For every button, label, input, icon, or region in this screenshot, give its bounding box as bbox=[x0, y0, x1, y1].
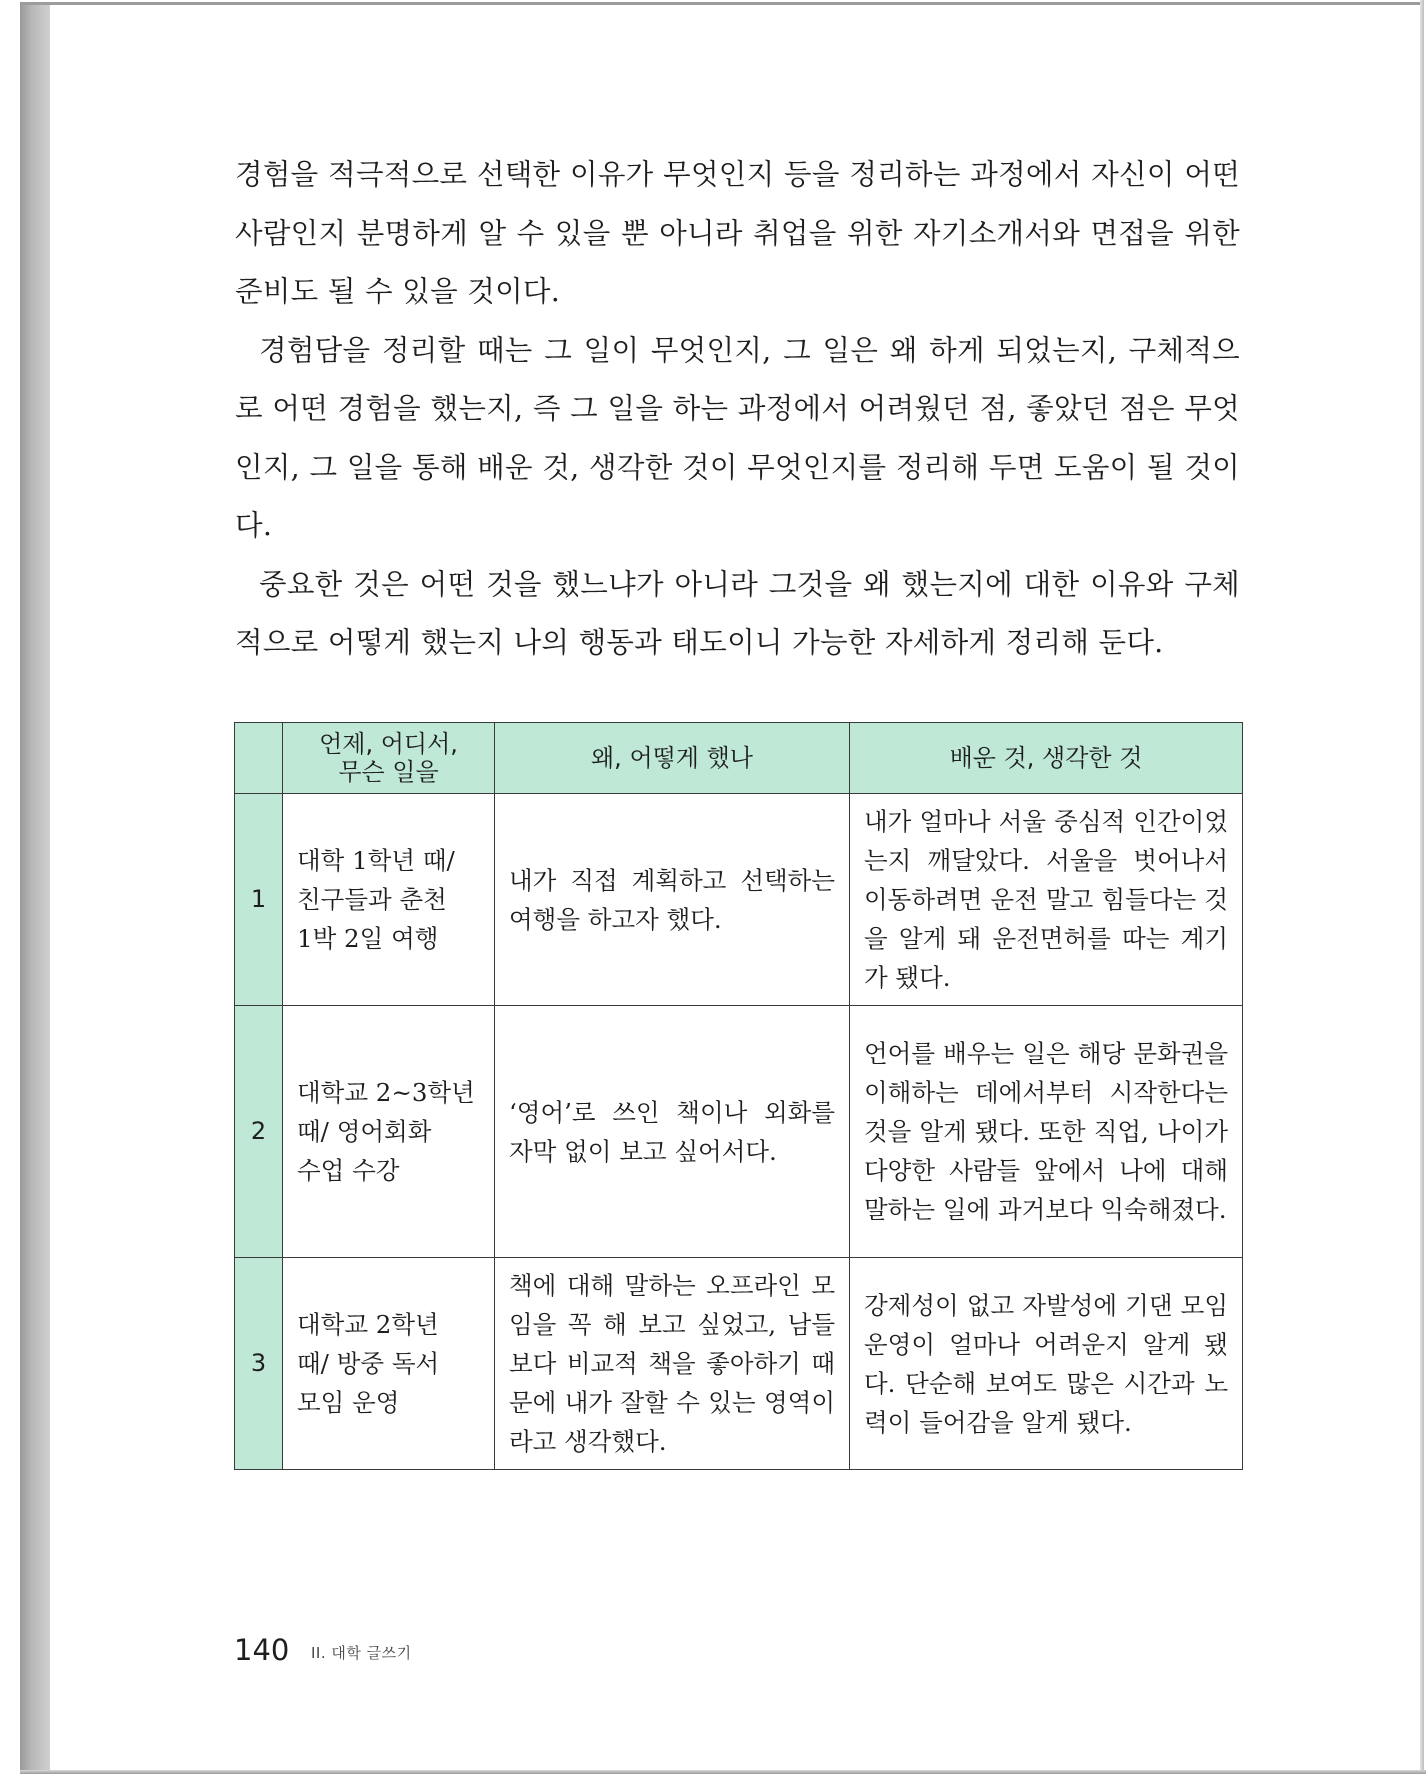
experience-table bbox=[234, 722, 1243, 1470]
header-num bbox=[235, 723, 283, 794]
paragraph: 경험담을 정리할 때는 그 일이 무엇인지, 그 일은 왜 하게 되었는지, 구체적으로 어떤 경험을 했는지, 즉 그 일을 하는 과정에서 어려웠던 점, 좋았던 점은 무엇인지, 그 일을 통해 배운 것, 생각한 것이 무엇인지를 정리해 두면 도움이 될 것이다. bbox=[235, 333, 1240, 542]
learned-cell: 강제성이 없고 자발성에 기댄 모임 운영이 얼마나 어려운지 알게 됐다. 단순해 보여도 많은 시간과 노력이 들어감을 알게 됐다. bbox=[850, 1258, 1243, 1470]
when-cell bbox=[283, 1258, 495, 1470]
paragraph: 경험을 적극적으로 선택한 이유가 무엇인지 등을 정리하는 과정에서 자신이 어떤 사람인지 분명하게 알 수 있을 뿐 아니라 취업을 위한 자기소개서와 면접을 위한 준비도 될 수 있을 것이다. bbox=[235, 158, 1240, 308]
header-learned: 배운 것, 생각한 것 bbox=[850, 723, 1243, 794]
when-cell bbox=[283, 794, 495, 1006]
when-line: 친구들과 춘천 bbox=[297, 885, 447, 914]
row-number: 3 bbox=[235, 1258, 283, 1470]
table-row bbox=[235, 794, 1243, 1006]
why-cell: 책에 대해 말하는 오프라인 모임을 꼭 해 보고 싶었고, 남들보다 비교적 책을 좋아하기 때문에 내가 잘할 수 있는 영역이라고 생각했다. bbox=[495, 1258, 850, 1470]
when-line: 때/ 방중 독서 bbox=[297, 1349, 440, 1378]
learned-cell: 언어를 배우는 일은 해당 문화권을 이해하는 데에서부터 시작한다는 것을 알게 됐다. 또한 직업, 나이가 다양한 사람들 앞에서 나에 대해 말하는 일에 과거보다 익숙해졌다. bbox=[850, 1006, 1243, 1258]
why-cell: ‘영어’로 쓰인 책이나 외화를 자막 없이 보고 싶어서다. bbox=[495, 1006, 850, 1258]
when-line: 때/ 영어회화 bbox=[297, 1117, 432, 1146]
when-line: 대학 1학년 때/ bbox=[297, 846, 455, 875]
when-line: 대학교 2학년 bbox=[297, 1310, 439, 1339]
table-row bbox=[235, 1258, 1243, 1470]
when-line: 1박 2일 여행 bbox=[297, 924, 439, 953]
row-number: 1 bbox=[235, 794, 283, 1006]
page-edge-right bbox=[1420, 0, 1424, 1774]
header-when bbox=[283, 723, 495, 794]
header-when-line2: 무슨 일을 bbox=[338, 758, 439, 786]
table-row bbox=[235, 1006, 1243, 1258]
header-when-line1: 언제, 어디서, bbox=[319, 730, 458, 758]
paragraph: 중요한 것은 어떤 것을 했느냐가 아니라 그것을 왜 했는지에 대한 이유와 구체적으로 어떻게 했는지 나의 행동과 태도이니 가능한 자세하게 정리해 둔다. bbox=[235, 567, 1240, 659]
header-why: 왜, 어떻게 했나 bbox=[495, 723, 850, 794]
table-header-row bbox=[235, 723, 1243, 794]
row-number: 2 bbox=[235, 1006, 283, 1258]
when-line: 모임 운영 bbox=[297, 1388, 400, 1417]
body-text bbox=[235, 146, 1240, 673]
page-number: 140 bbox=[234, 1633, 290, 1667]
when-line: 수업 수강 bbox=[297, 1156, 400, 1185]
learned-cell: 내가 얼마나 서울 중심적 인간이었는지 깨달았다. 서울을 벗어나서 이동하려면 운전 말고 힘들다는 것을 알게 돼 운전면허를 따는 계기가 됐다. bbox=[850, 794, 1243, 1006]
page-edge-bottom bbox=[20, 1770, 1426, 1774]
chapter-label: II. 대학 글쓰기 bbox=[311, 1644, 412, 1662]
when-cell bbox=[283, 1006, 495, 1258]
when-line: 대학교 2~3학년 bbox=[297, 1078, 475, 1107]
page-edge-left bbox=[20, 2, 50, 1770]
why-cell: 내가 직접 계획하고 선택하는 여행을 하고자 했다. bbox=[495, 794, 850, 1006]
